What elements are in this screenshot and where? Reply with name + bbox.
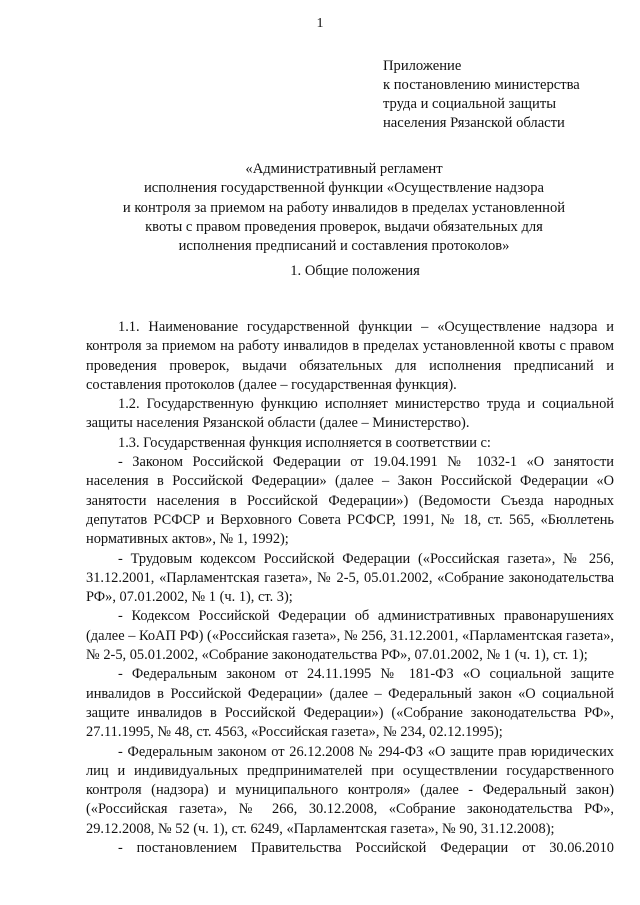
paragraph-1-3: 1.3. Государственная функция исполняется в соответствии с: xyxy=(118,434,491,451)
appendix-line: к постановлению министерства xyxy=(383,77,580,93)
document-title xyxy=(96,160,592,256)
paragraph-koap: - Кодексом Российской Федерации об административных правонарушениях (далее – КоАП РФ) («Российская газета», № 256, 31.12.2001, «Парламентская газета», № 2-5, 05.01.2002, «Собрание законодательства РФ», 07.01.2002, № 1 (ч. 1), ст. 1); xyxy=(86,608,614,664)
title-line: квоты с правом проведения проверок, выдачи обязательных для xyxy=(145,218,543,235)
paragraph-law-294: - Федеральным законом от 26.12.2008 № 294-ФЗ «О защите прав юридических лиц и индивидуальных предпринимателей при осуществлении государственного контроля (надзора) и муниципального контроля» (далее - Федеральный закон) («Российская газета», № 266, 30.12.2008, «Собрание законодательства РФ», 29.12.2008, № 52 (ч. 1), ст. 6249, «Парламентская газета», № 90, 31.12.2008); xyxy=(86,743,614,837)
paragraph-labor-code: - Трудовым кодексом Российской Федерации («Российская газета», № 256, 31.12.2001, «Парламентская газета», № 2-5, 05.01.2002, «Собрание законодательства РФ», 07.01.2002, № 1 (ч. 1), ст. 3); xyxy=(86,550,614,606)
appendix-block xyxy=(383,57,623,133)
body-text xyxy=(86,318,614,858)
paragraph-1-2: 1.2. Государственную функцию исполняет министерство труда и социальной защиты населения Рязанской области (далее – Министерство). xyxy=(86,396,614,432)
section-heading: 1. Общие положения xyxy=(290,263,420,279)
appendix-line: населения Рязанской области xyxy=(383,115,565,131)
title-line: исполнения государственной функции «Осуществление надзора xyxy=(144,180,544,197)
paragraph-government-decree: - постановлением Правительства Российской Федерации от 30.06.2010 xyxy=(118,840,614,857)
title-line: «Административный регламент xyxy=(245,161,443,177)
paragraph-law-employment: - Законом Российской Федерации от 19.04.1991 № 1032-1 «О занятости населения в Российской Федерации» (далее – Закон Российской Федерации «О занятости населения в Российской Федерации») (Ведомости Съезда народных депутатов РСФСР и Верховного Совета РСФСР, 1991, № 18, ст. 565, «Бюллетень нормативных актов», № 1, 1992); xyxy=(86,454,614,548)
appendix-line: труда и социальной защиты xyxy=(383,96,557,112)
title-line: исполнения предписаний и составления протоколов» xyxy=(178,238,510,255)
title-line: и контроля за приемом на работу инвалидов в пределах установленной xyxy=(122,199,566,216)
page-number: 1 xyxy=(316,16,324,31)
paragraph-law-disabled: - Федеральным законом от 24.11.1995 № 181-ФЗ «О социальной защите инвалидов в Российской Федерации» (далее – Федеральный закон «О социальной защите инвалидов в Российской Федерации») («Собрание законодательства РФ», 27.11.1995, № 48, ст. 4563, «Российская газета», № 234, 02.12.1995); xyxy=(86,666,614,741)
appendix-line: Приложение xyxy=(383,58,462,74)
paragraph-1-1: 1.1. Наименование государственной функции – «Осуществление надзора и контроля за приемом на работу инвалидов в пределах установленной квоты с правом проведения проверок, выдачи обязательных для исполнения предписаний и составления протоколов (далее – государственная функция). xyxy=(86,319,614,393)
